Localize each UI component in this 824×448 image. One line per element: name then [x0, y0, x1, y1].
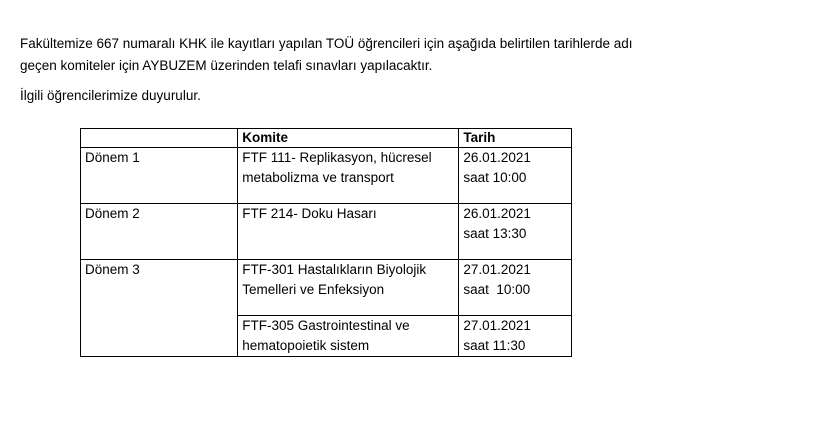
komite-cell [238, 260, 459, 316]
table-header-row [81, 129, 572, 148]
komite-cell [238, 204, 459, 260]
tarih-time: saat 13:30 [463, 226, 527, 241]
komite-line: metabolizma ve transport [242, 170, 394, 185]
table-row [81, 204, 572, 260]
tarih-cell [459, 204, 572, 260]
paragraph-line: geçen komiteler için AYBUZEM üzerinden telafi sınavları yapılacaktır. [20, 58, 433, 73]
tarih-time: saat 10:00 [463, 170, 527, 185]
tarih-date: 27.01.2021 [463, 318, 531, 333]
tarih-date: 26.01.2021 [463, 206, 531, 221]
tarih-time: saat 11:30 [463, 338, 526, 353]
komite-line: FTF 214- Doku Hasarı [242, 206, 377, 221]
tarih-time: saat 10:00 [463, 282, 531, 297]
header-donem [81, 129, 238, 148]
exam-schedule-table [80, 128, 572, 357]
komite-line: hematopoietik sistem [242, 338, 370, 353]
donem-cell: Dönem 1 [81, 148, 238, 204]
closing-paragraph [20, 85, 201, 107]
tarih-date: 26.01.2021 [463, 150, 531, 165]
table-row [81, 260, 572, 316]
komite-line: Temelleri ve Enfeksiyon [242, 282, 385, 297]
tarih-cell [459, 316, 572, 357]
header-tarih: Tarih [459, 129, 572, 148]
komite-cell [238, 148, 459, 204]
paragraph-line: Fakültemize 667 numaralı KHK ile kayıtları yapılan TOÜ öğrencileri için aşağıda belirtilen tarihlerde adı [20, 36, 633, 51]
header-komite: Komite [238, 129, 459, 148]
table-row [81, 148, 572, 204]
announcement-paragraph [20, 33, 633, 77]
komite-cell [238, 316, 459, 357]
tarih-date: 27.01.2021 [463, 262, 531, 277]
donem-cell: Dönem 3 [81, 260, 238, 357]
komite-line: FTF-301 Hastalıkların Biyolojik [242, 262, 427, 277]
donem-cell: Dönem 2 [81, 204, 238, 260]
komite-line: FTF 111- Replikasyon, hücresel [242, 150, 432, 165]
tarih-cell [459, 148, 572, 204]
komite-line: FTF-305 Gastrointestinal ve [242, 318, 410, 333]
tarih-cell [459, 260, 572, 316]
paragraph-line: İlgili öğrencilerimize duyurulur. [20, 88, 201, 103]
